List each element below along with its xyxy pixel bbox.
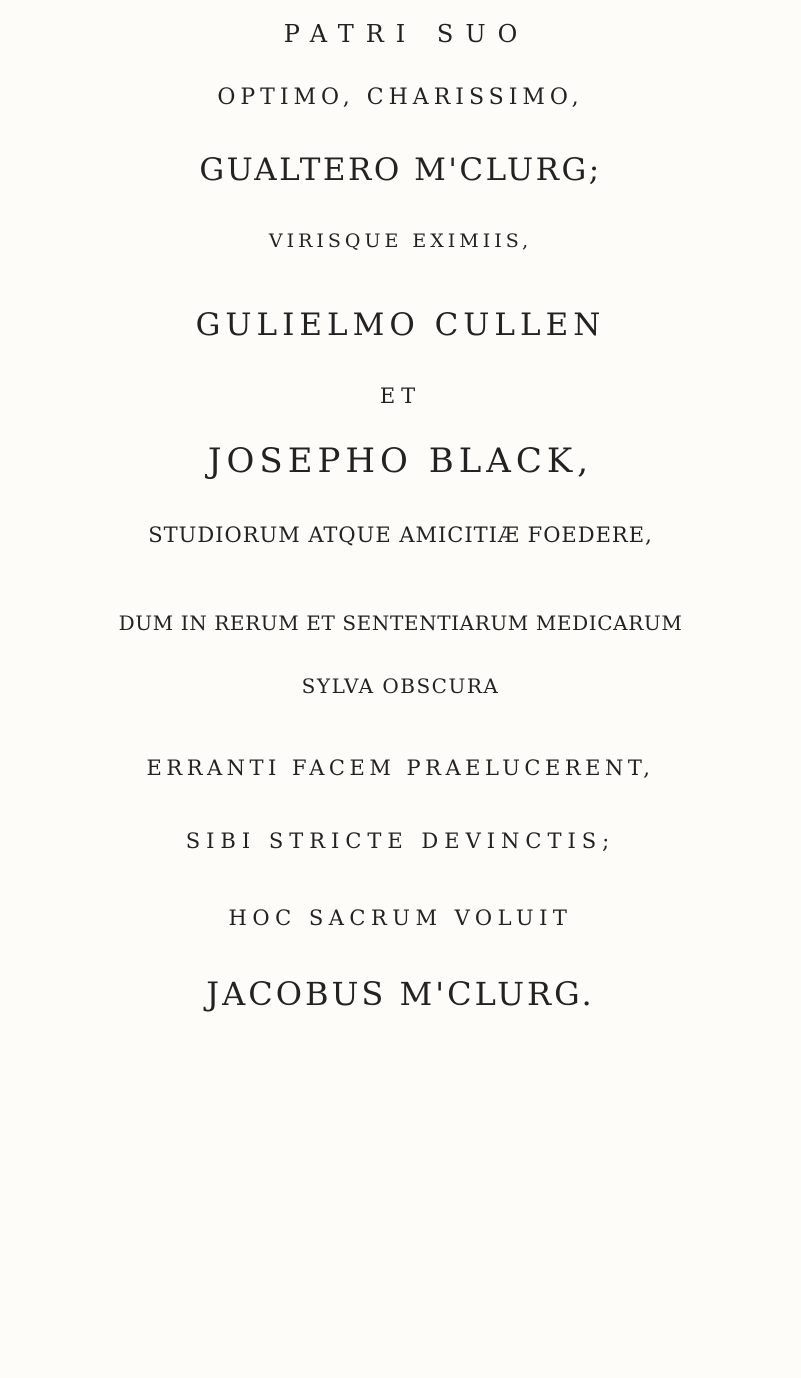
- dedication-line-erranti: ERRANTI FACEM PRAELUCERENT,: [146, 756, 655, 780]
- dedication-line-optimo: OPTIMO, CHARISSIMO,: [217, 85, 584, 110]
- dedication-line-et: ET: [379, 384, 422, 408]
- dedication-line-hoc-sacrum: HOC SACRUM VOLUIT: [228, 906, 573, 930]
- dedication-line-gualtero: GUALTERO M'CLURG;: [199, 152, 602, 188]
- dedication-line-sibi-stricte: SIBI STRICTE DEVINCTIS;: [185, 829, 616, 853]
- dedication-line-sylva-obscura: SYLVA OBSCURA: [301, 674, 500, 698]
- dedication-line-jacobus-mclurg: JACOBUS M'CLURG.: [206, 975, 595, 1013]
- dedication-line-josepho-black: JOSEPHO BLACK,: [207, 441, 594, 481]
- dedication-line-gulielmo-cullen: GULIELMO CULLEN: [195, 307, 606, 343]
- dedication-line-studiorum: STUDIORUM ATQUE AMICITIÆ FOEDERE,: [148, 523, 653, 547]
- dedication-line-dum-in-rerum: DUM IN RERUM ET SENTENTIARUM MEDICARUM: [118, 611, 683, 635]
- dedication-line-virisque: VIRISQUE EXIMIIS,: [268, 230, 533, 252]
- dedication-line-patri-suo: PATRI SUO: [283, 20, 530, 48]
